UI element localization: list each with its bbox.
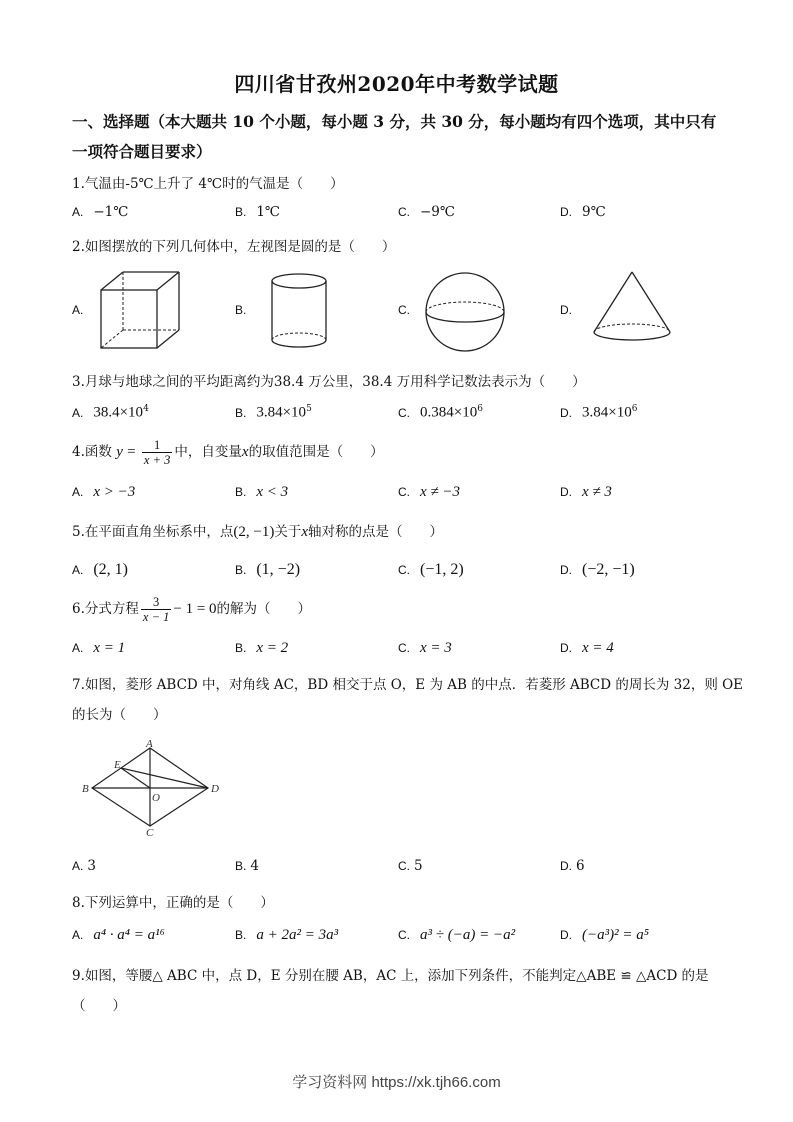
question-2-label-b: B. — [235, 303, 247, 317]
question-9-line2: （ ） — [72, 998, 126, 1014]
section-heading-line2: 一项符合题目要求） — [72, 142, 212, 161]
question-8-option-d: D. (−a³)² = a⁵ — [560, 927, 649, 943]
question-8-option-a: A. a⁴ · a⁴ = a¹⁶ — [72, 927, 165, 943]
question-1-stem: 1.气温由-5℃上升了 4℃时的气温是（ ） — [72, 176, 344, 192]
question-5-option-c: C. (−1, 2) — [398, 561, 464, 578]
question-3-option-a: A. $38.4\times 10^4$ — [72, 404, 149, 421]
section-heading-line1: 一、选择题（本大题共 10 个小题，每小题 3 分，共 30 分，每小题均有四个选项，其中只有 — [72, 112, 717, 131]
question-6-option-a: A. x = 1 — [72, 640, 126, 656]
question-4-option-b: B. x < 3 — [235, 484, 289, 500]
vertex-label-c: C — [146, 827, 154, 839]
option-value: −9℃ — [420, 204, 456, 220]
cone-icon — [592, 270, 672, 354]
question-2-label-a: A. — [72, 303, 84, 317]
question-6-stem: 6.分式方程 $\frac{3}{x - 1}$ − 1 = 0的解为（ ） — [72, 595, 312, 624]
question-3-option-c: C. $0.384\times 10^6$ — [398, 404, 483, 421]
option-label: B. — [235, 205, 247, 219]
question-4-option-a: A. x > −3 — [72, 484, 136, 500]
fraction: $\frac{3}{x - 1}$ — [142, 595, 170, 624]
question-1-option-d — [560, 204, 606, 220]
question-6-option-b: B. x = 2 — [235, 640, 289, 656]
question-5-stem: 5.在平面直角坐标系中，点(2, −1)关于x轴对称的点是（ ） — [72, 524, 444, 540]
page-title: 四川省甘孜州2020年中考数学试题 — [234, 72, 559, 96]
question-8-option-c: C. a³ ÷ (−a) = −a² — [398, 927, 516, 943]
footer-watermark: 学习资料网 https://xk.tjh66.com — [292, 1074, 501, 1091]
point-label-e: E — [114, 759, 121, 771]
question-7-option-c: C. 5 — [398, 858, 423, 874]
question-7-option-d: D. 6 — [560, 858, 585, 874]
question-3-option-d: D. $3.84\times 10^6$ — [560, 404, 638, 421]
question-4-option-c: C. x ≠ −3 — [398, 484, 461, 500]
question-7-option-b: B. 4 — [235, 858, 259, 874]
question-4-stem: 4.函数 y = $\frac{1}{x + 3}$ 中，自变量x的取值范围是（ ） — [72, 438, 384, 467]
cube-icon — [100, 270, 182, 352]
question-1-option-b — [235, 204, 280, 220]
sphere-icon — [424, 271, 508, 355]
option-value: 9℃ — [582, 204, 606, 220]
question-9-line1: 9.如图，等腰△ ABC 中，点 D，E 分别在腰 AB，AC 上，添加下列条件，不能判定△ABE ≌ △ACD 的是 — [72, 968, 709, 984]
question-5-option-a: A. (2, 1) — [72, 561, 128, 578]
question-2-label-c: C. — [398, 303, 410, 317]
question-1-option-a — [72, 204, 128, 220]
question-7-option-a: A. 3 — [72, 858, 96, 874]
point-label-o: O — [152, 792, 160, 804]
rhombus-figure — [80, 738, 230, 838]
question-5-option-d: D. (−2, −1) — [560, 561, 635, 578]
vertex-label-d: D — [211, 783, 219, 795]
question-3-option-b: B. $3.84\times 10^5$ — [235, 404, 312, 421]
question-5-option-b: B. (1, −2) — [235, 561, 301, 578]
option-label: A. — [72, 205, 84, 219]
question-1-option-c — [398, 204, 455, 220]
question-6-option-c: C. x = 3 — [398, 640, 452, 656]
option-value: −1℃ — [93, 204, 129, 220]
option-value: 1℃ — [256, 204, 281, 220]
question-7-line2: 的长为（ ） — [72, 707, 167, 723]
question-4-option-d: D. x ≠ 3 — [560, 484, 612, 500]
question-2-stem: 2.如图摆放的下列几何体中，左视图是圆的是（ ） — [72, 239, 396, 255]
option-label: C. — [398, 205, 410, 219]
question-8-stem: 8.下列运算中，正确的是（ ） — [72, 895, 274, 911]
cylinder-icon — [270, 272, 330, 354]
question-8-option-b: B. a + 2a² = 3a³ — [235, 927, 339, 943]
question-2-label-d: D. — [560, 303, 572, 317]
question-7-line1: 7.如图，菱形 ABCD 中，对角线 AC，BD 相交于点 O，E 为 AB 的中点．若菱形 ABCD 的周长为 32，则 OE — [72, 677, 744, 693]
vertex-label-b: B — [82, 783, 89, 795]
fraction: $\frac{1}{x + 3}$ — [143, 438, 171, 467]
vertex-label-a: A — [146, 738, 153, 750]
question-3-stem: 3.月球与地球之间的平均距离约为38.4 万公里，38.4 万用科学记数法表示为（ ） — [72, 374, 586, 390]
question-6-option-d: D. x = 4 — [560, 640, 614, 656]
option-label: D. — [560, 205, 572, 219]
